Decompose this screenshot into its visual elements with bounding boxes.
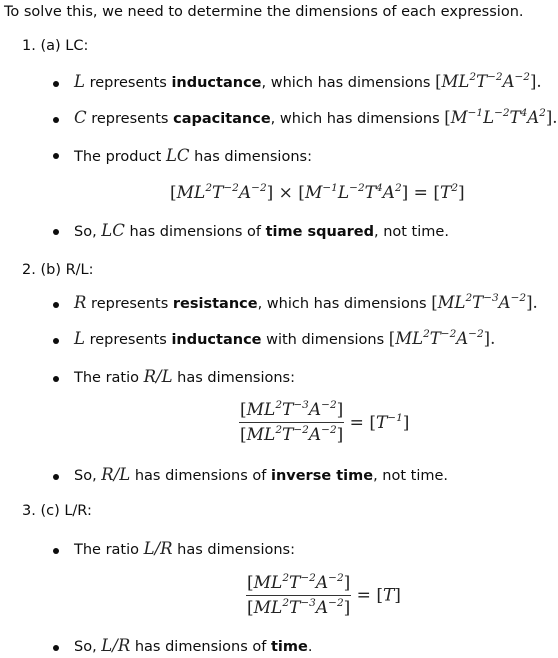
bullet-dot: [53, 153, 59, 159]
fraction: $\frac{[ML^2T^{-2}A^{-2}]}{[ML^2T^{-3}A^{-2}]}$: [247, 572, 351, 618]
item-1-heading: [22, 38, 88, 54]
item-2-heading: [22, 262, 94, 278]
dimension-formula: $[ML^2T^{-3}A^{-2}]$.: [431, 292, 538, 312]
display-equation: $\frac{[ML^2T^{-3}A^{-2}]}{[ML^2T^{-2}A^{-2}]}$ = $[T^{-1}]$: [240, 399, 410, 445]
bullet-dot: [53, 474, 59, 480]
item-3-heading: [22, 503, 92, 519]
item-title: (a) LC:: [40, 38, 89, 54]
item-1-bullet-4: So, LC has dimensions of time squared, not time.: [74, 221, 449, 240]
bullet-dot: [53, 81, 59, 87]
fraction: $\frac{[ML^2T^{-3}A^{-2}]}{[ML^2T^{-2}A^{-2}]}$: [240, 399, 344, 445]
item-2-bullet-2: L represents inductance with dimensions $[ML^2T^{-2}A^{-2}]$.: [74, 328, 496, 348]
item-number: 3.: [22, 503, 36, 519]
item-3-bullet-2: So, L/R has dimensions of time.: [74, 636, 313, 655]
bullet-dot: [53, 302, 59, 308]
bullet-dot: [53, 548, 59, 554]
bullet-dot: [53, 338, 59, 344]
item-1-bullet-1: L represents inductance, which has dimensions $[ML^2T^{-2}A^{-2}]$.: [74, 71, 542, 91]
bullet-dot: [53, 117, 59, 123]
dimension-formula: $[ML^2T^{-2}A^{-2}]$.: [388, 328, 496, 348]
item-2-bullet-1: R represents resistance, which has dimensions $[ML^2T^{-3}A^{-2}]$.: [74, 292, 538, 312]
item-1-bullet-3: The product LC has dimensions:: [74, 146, 312, 165]
intro-text: To solve this, we need to determine the dimensions of each expression.: [4, 4, 524, 20]
dimension-formula: $[ML^2T^{-2}A^{-2}]$.: [435, 71, 542, 91]
item-3-bullet-1: The ratio L/R has dimensions:: [74, 539, 295, 558]
item-2-bullet-3: The ratio R/L has dimensions:: [74, 367, 295, 386]
bullet-dot: [53, 229, 59, 235]
item-2-bullet-4: So, R/L has dimensions of inverse time, not time.: [74, 465, 449, 484]
dimension-formula: $[M^{-1}L^{-2}T^4A^2]$.: [444, 107, 558, 127]
bullet-dot: [53, 376, 59, 382]
item-number: 2.: [22, 262, 36, 278]
item-title: (c) L/R:: [40, 503, 92, 519]
display-equation: $\frac{[ML^2T^{-2}A^{-2}]}{[ML^2T^{-3}A^{-2}]}$ = [T]: [247, 572, 401, 618]
item-1-bullet-2: C represents capacitance, which has dimensions $[M^{-1}L^{-2}T^4A^2]$.: [74, 107, 558, 127]
item-number: 1.: [22, 38, 36, 54]
item-title: (b) R/L:: [40, 262, 94, 278]
display-equation: $[ML^2T^{-2}A^{-2}] \times [M^{-1}L^{-2}T^4A^2] = [T^2]$: [170, 182, 465, 203]
bullet-dot: [53, 645, 59, 651]
